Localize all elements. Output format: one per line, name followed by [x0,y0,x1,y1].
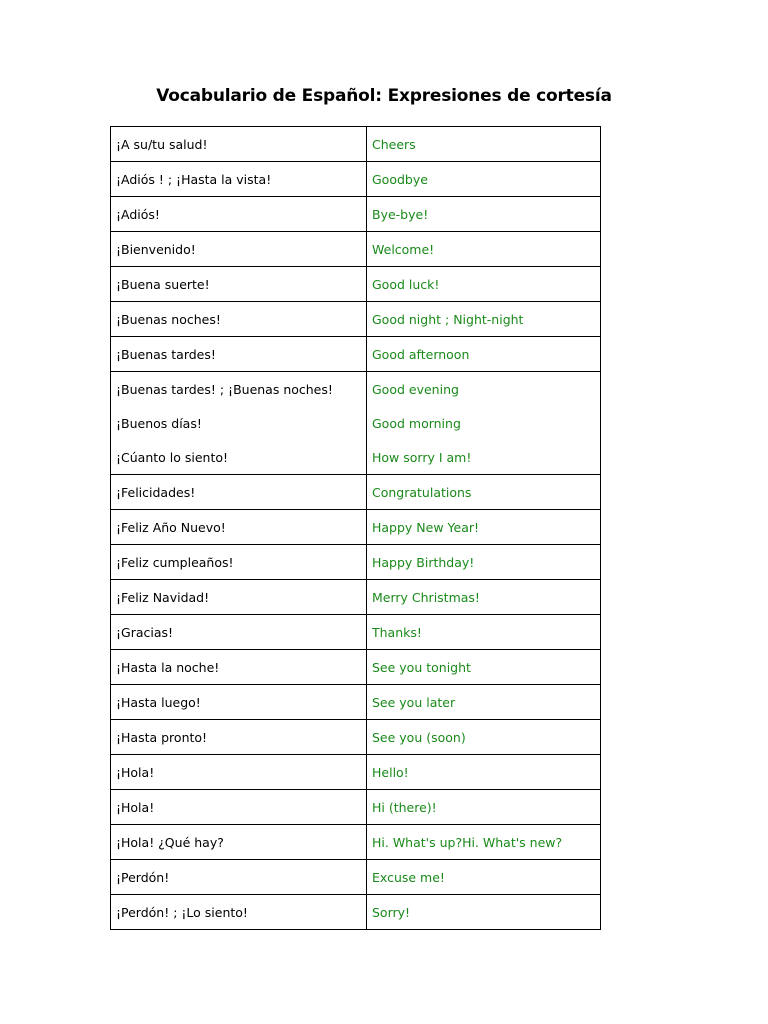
english-translation: Welcome! [367,232,601,267]
table-row [111,372,601,407]
table-row [111,440,601,475]
spanish-expression: ¡Feliz cumpleaños! [111,545,367,580]
spanish-expression: ¡Cúanto lo siento! [111,440,367,475]
table-row [111,650,601,685]
table-row [111,302,601,337]
english-translation: Good afternoon [367,337,601,372]
spanish-expression: ¡Felicidades! [111,475,367,510]
page-title: Vocabulario de Español: Expresiones de cortesía [156,86,612,106]
english-translation: Thanks! [367,615,601,650]
english-translation: Good morning [367,406,601,440]
spanish-expression: ¡Adiós ! ; ¡Hasta la vista! [111,162,367,197]
spanish-expression: ¡Buenas tardes! ; ¡Buenas noches! [111,372,367,407]
spanish-expression: ¡Hasta pronto! [111,720,367,755]
table-row [111,615,601,650]
spanish-expression: ¡Hola! ¿Qué hay? [111,825,367,860]
table-row [111,825,601,860]
english-translation: Good luck! [367,267,601,302]
english-translation: Goodbye [367,162,601,197]
english-translation: Bye-bye! [367,197,601,232]
english-translation: How sorry I am! [367,440,601,475]
spanish-expression: ¡A su/tu salud! [111,127,367,162]
vocabulary-table [110,126,601,930]
spanish-expression: ¡Hasta luego! [111,685,367,720]
english-translation: Hello! [367,755,601,790]
spanish-expression: ¡Feliz Año Nuevo! [111,510,367,545]
spanish-expression: ¡Buenos días! [111,406,367,440]
english-translation: See you tonight [367,650,601,685]
english-translation: Good evening [367,372,601,407]
table-row [111,790,601,825]
english-translation: See you (soon) [367,720,601,755]
table-row [111,337,601,372]
spanish-expression: ¡Buenas noches! [111,302,367,337]
table-row [111,232,601,267]
table-row [111,162,601,197]
table-row [111,860,601,895]
spanish-expression: ¡Hasta la noche! [111,650,367,685]
english-translation: Excuse me! [367,860,601,895]
spanish-expression: ¡Buena suerte! [111,267,367,302]
english-translation: Happy New Year! [367,510,601,545]
table-row [111,127,601,162]
english-translation: Hi (there)! [367,790,601,825]
english-translation: Good night ; Night-night [367,302,601,337]
spanish-expression: ¡Adiós! [111,197,367,232]
spanish-expression: ¡Feliz Navidad! [111,580,367,615]
table-row [111,755,601,790]
spanish-expression: ¡Bienvenido! [111,232,367,267]
table-row [111,510,601,545]
spanish-expression: ¡Hola! [111,790,367,825]
spanish-expression: ¡Hola! [111,755,367,790]
table-row [111,545,601,580]
table-row [111,197,601,232]
table-row [111,720,601,755]
spanish-expression: ¡Perdón! ; ¡Lo siento! [111,895,367,930]
spanish-expression: ¡Buenas tardes! [111,337,367,372]
english-translation: See you later [367,685,601,720]
table-row [111,895,601,930]
english-translation: Congratulations [367,475,601,510]
english-translation: Cheers [367,127,601,162]
table-row [111,267,601,302]
english-translation: Merry Christmas! [367,580,601,615]
table-row [111,406,601,440]
english-translation: Hi. What's up?Hi. What's new? [367,825,601,860]
table-row [111,475,601,510]
table-row [111,580,601,615]
spanish-expression: ¡Perdón! [111,860,367,895]
english-translation: Sorry! [367,895,601,930]
english-translation: Happy Birthday! [367,545,601,580]
spanish-expression: ¡Gracias! [111,615,367,650]
table-row [111,685,601,720]
